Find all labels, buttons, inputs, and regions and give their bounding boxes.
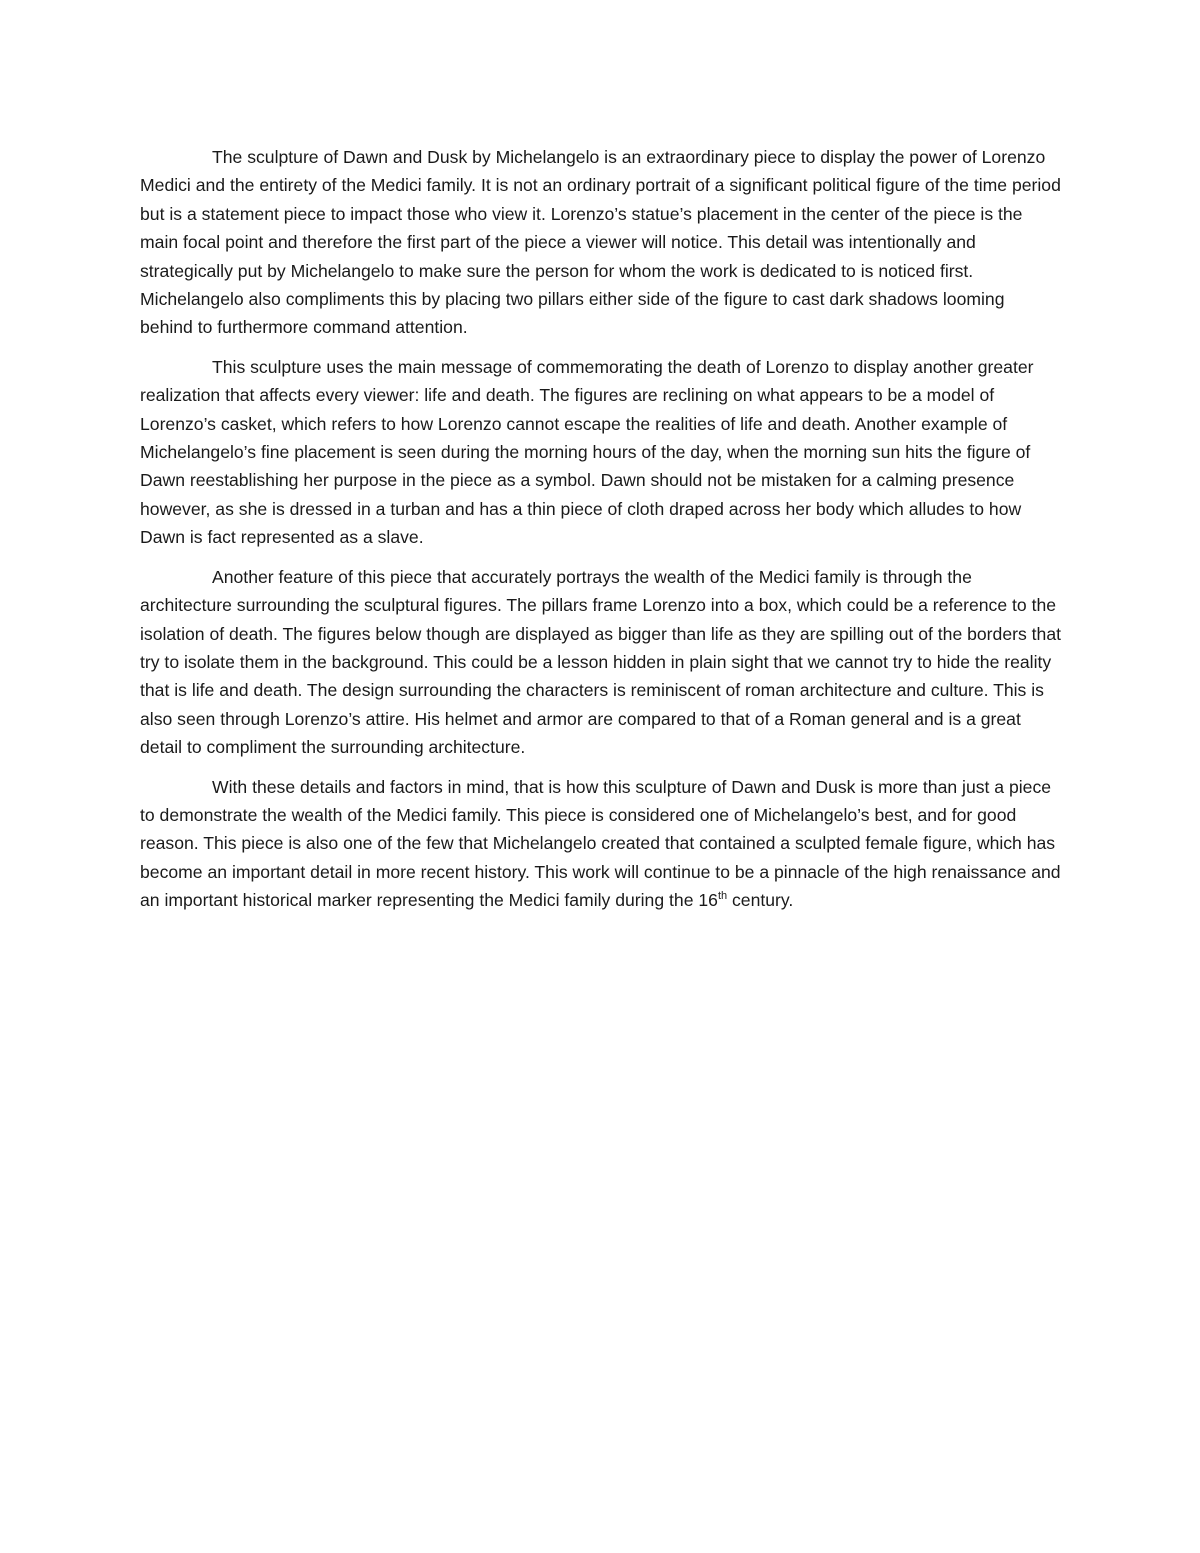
paragraph-4 xyxy=(140,773,1062,915)
ordinal-suffix: th xyxy=(717,890,728,903)
paragraph-4-text: With these details and factors in mind, that is how this sculpture of Dawn and Dusk is more than just a piece to demonstrate the wealth of the Medici family. This piece is considered one of Michelangelo’s best, and for good reason. This piece is also one of the few that Michelangelo created that contained a sculpted female figure, which has become an important detail in more recent history. This work will continue to be a pinnacle of the high renaissance and an important historical marker representing the Medici family during the 16 xyxy=(140,776,1061,911)
paragraph-3: Another feature of this piece that accurately portrays the wealth of the Medici family is through the architecture surrounding the sculptural figures. The pillars frame Lorenzo into a box, which could be a reference to the isolation of death. The figures below though are displayed as bigger than life as they are spilling out of the borders that try to isolate them in the background. This could be a lesson hidden in plain sight that we cannot try to hide the reality that is life and death. The design surrounding the characters is reminiscent of roman architecture and culture. This is also seen through Lorenzo’s attire. His helmet and armor are compared to that of a Roman general and is a great detail to compliment the surrounding architecture. xyxy=(140,566,1062,758)
document-body xyxy=(140,143,1062,926)
paragraph-4-ending: century. xyxy=(727,890,794,911)
paragraph-1: The sculpture of Dawn and Dusk by Michelangelo is an extraordinary piece to display the power of Lorenzo Medici and the entirety of the Medici family. It is not an ordinary portrait of a significant political figure of the time period but is a statement piece to impact those who view it. Lorenzo’s statue’s placement in the center of the piece is the main focal point and therefore the first part of the piece a viewer will notice. This detail was intentionally and strategically put by Michelangelo to make sure the person for whom the work is dedicated to is noticed first. Michelangelo also compliments this by placing two pillars either side of the figure to cast dark shadows looming behind to furthermore command attention. xyxy=(140,147,1061,338)
paragraph-2: This sculpture uses the main message of commemorating the death of Lorenzo to display another greater realization that affects every viewer: life and death. The figures are reclining on what appears to be a model of Lorenzo’s casket, which refers to how Lorenzo cannot escape the realities of life and death. Another example of Michelangelo’s fine placement is seen during the morning hours of the day, when the morning sun hits the figure of Dawn reestablishing her purpose in the piece as a symbol. Dawn should not be mistaken for a calming presence however, as she is dressed in a turban and has a thin piece of cloth draped across her body which alludes to how Dawn is fact represented as a slave. xyxy=(140,356,1034,548)
